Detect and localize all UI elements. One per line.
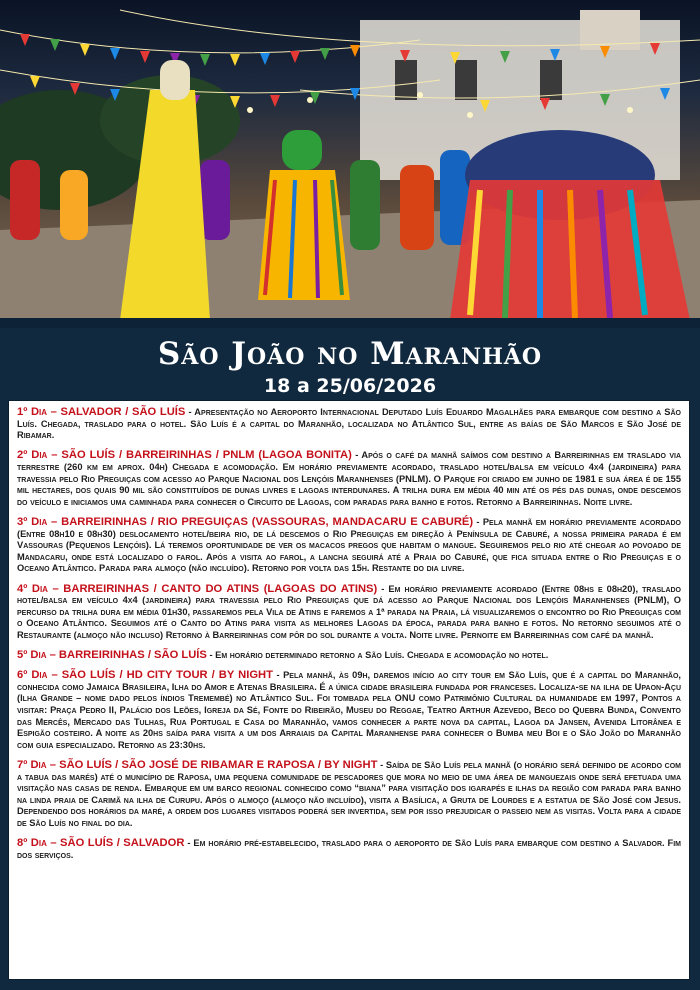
day-description: - Apresentação no Aeroporto Internacional Deputado Luís Eduardo Magalhães para embarque com destino a São Luís. Chegada, traslado para o hotel. São Luís é a capital do Maranhão, localizada no Atlântico Sul, entre as baías de São Marcos e São José de Ribamar. bbox=[17, 407, 681, 441]
day-description: - Saída de São Luís pela manhã (o horário será definido de acordo com a tabua das marés) até o município de Raposa, uma pequena comunidade de pescadores que mora no meio de uma área de manguezais onde será efetuada uma visitação nas casas de renda. Embarque em um barco regional conhecido como “biana” para visitação dos igarapés e ilhas da região com parada para banho na linda praia de Carimã na ilha de Curupu. Após o almoço (almoço não incluído), visita a Basílica, a Gruta de Lourdes e a estatua de São José com Jesus. Dependendo dos horários da maré, a ordem dos lugares visitados poderá ser invertida, sem por isso prejudicar o passeio nem as visitas. Volta para a cidade de São Luís no final do dia. bbox=[17, 760, 682, 828]
day-heading: 5º Dia – BARREIRINHAS / SÃO LUÍS bbox=[17, 649, 207, 662]
itinerary-day-8 bbox=[17, 838, 681, 861]
itinerary-day-5 bbox=[17, 650, 681, 662]
day-heading: 2º Dia – SÃO LUÍS / BARREIRINHAS / PNLM (LAGOA BONITA) bbox=[17, 449, 352, 462]
day-description: - Após o café da manhã saímos com destino a Barreirinhas em traslado via terrestre (260 km em aprox. 04h) Chegada e acomodação. Em horário previamente acordado, traslado hotel/balsa em veículo 4x4 (jardineira) para travessia pelo Rio Preguiças com acesso ao Parque Nacional dos Lençóis Maranhenses (PNLM). O Parque foi criado em junho de 1981 e sua área é de 155 mil hectares, dos quais 90 mil são constituídos de dunas livres e lagoas interdunares. A trilha dura em média 40 min até os pés das dunas, onde descemos do veículo e iniciamos uma caminhada para conhecer o Circuito de Lagoas, com paradas para banho e fotos. Retorno a Barreirinhas. Noite livre. bbox=[17, 450, 681, 507]
itinerary-day-3 bbox=[17, 517, 681, 575]
day-heading: 7º Dia – SÃO LUÍS / SÃO JOSÉ DE RIBAMAR E RAPOSA / BY NIGHT bbox=[17, 759, 378, 771]
day-description: - Pela manhã, às 09h, daremos início ao city tour em São Luís, que é a capital do Maranhão, conhecida como Jamaica Brasileira, Ilha do Amor e Atenas Brasileira. É a única cidade brasileira fundada por franceses. Localiza-se na ilha de Upaon-Açu (Ilha Grande – nome dado pelos índios Tremembé) no Atlântico Sul. Foi tombada pela ONU como Patrimônio Cultural da humanidade em 1997, Pontos a visitar: Praça Pedro II, Palácio dos Leões, Igreja da Sé, Fonte do Ribeirão, Museu do Reggae, Teatro Arthur Azevedo, Beco do Quebra Bunda, Convento das Mercês, Mercado das Tulhas, Rua Portugal e Casa do Maranhão, vamos conhecer a parte nova da capital, Lagoa da Jansen, Avenida Litorânea e Espigão costeiro. A noite as 20hs saída para visita a um dos Arraiais da Capital Maranhense para conhecer o Bumba meu Boi e o São João do Maranhão com guia especializado. Retorno as 23:30hs. bbox=[17, 670, 681, 750]
itinerary-day-2 bbox=[17, 450, 681, 508]
day-heading: 3º Dia – BARREIRINHAS / RIO PREGUIÇAS (VASSOURAS, MANDACARU E CABURÉ) bbox=[17, 515, 474, 528]
itinerary-day-4 bbox=[17, 584, 681, 642]
day-description: - Em horário pré-estabelecido, traslado para o aeroporto de São Luís para embarque com destino a Salvador. Fim dos serviços. bbox=[17, 838, 681, 860]
itinerary-day-7 bbox=[17, 760, 681, 830]
page-title: São João no Maranhão bbox=[157, 336, 543, 372]
itinerary-day-1 bbox=[17, 407, 681, 442]
day-description: - Pela manhã em horário previamente acordado (Entre 08h10 e 08h30) deslocamento hotel/beira rio, de lá descemos o Rio Preguiças em direção à Península de Caburé, a nossa primeira parada é em Vassouras (Pequenos Lençóis). Lá teremos oportunidade de ver os macacos pregos que habitam o mangue. Seguiremos pelo rio até chegar ao povoado de Mandacaru, onde está localizado o farol. Após a visita ao farol, a lancha seguirá até a Praia do Caburé, que fica situada entre o Rio Preguiças e o Oceano Atlântico. Parada para almoço (não incluído). Retorno por volta das 15h. Restante do dia livre. bbox=[17, 516, 681, 574]
day-heading: 1º Dia – SALVADOR / SÃO LUÍS bbox=[17, 406, 186, 418]
travel-dates: 18 a 25/06/2026 bbox=[263, 375, 437, 397]
day-heading: 8º Dia – SÃO LUÍS / SALVADOR bbox=[17, 837, 185, 850]
itinerary-day-6 bbox=[17, 670, 681, 751]
festival-photo bbox=[0, 0, 700, 328]
day-description: - Em horário determinado retorno a São Luís. Chegada e acomodação no hotel. bbox=[206, 650, 549, 661]
itinerary-box bbox=[8, 400, 690, 980]
day-description: - Em horário previamente acordado (Entre 08hs e 08h20), traslado hotel/balsa em veículo 4x4 (jardineira) para travessia pelo Rio Preguiças que dá acesso ao Parque Nacional dos Lençóis Maranhenses (PNLM), O percurso da trilha dura em média 01h30, passaremos pela Vila de Atins e faremos a 1ª parada na Praia, lá visualizaremos o encontro do Rio Preguiças com o Oceano Atlântico. Seguimos até o Canto do Atins para visita as melhores Lagoas da época, parada para banho e fotos. No retorno seguimos até o Restaurante (almoço não incluso) Retorno à Barreirinhas com pôr do sol durante a volta. Noite livre. Pernoite em Barreirinhas com café da manhã. bbox=[17, 583, 681, 640]
day-heading: 6º Dia – SÃO LUÍS / HD CITY TOUR / BY NIGHT bbox=[17, 669, 273, 682]
festival-illustration bbox=[0, 0, 700, 328]
day-heading: 4º Dia – BARREIRINHAS / CANTO DO ATINS (LAGOAS DO ATINS) bbox=[17, 582, 378, 595]
